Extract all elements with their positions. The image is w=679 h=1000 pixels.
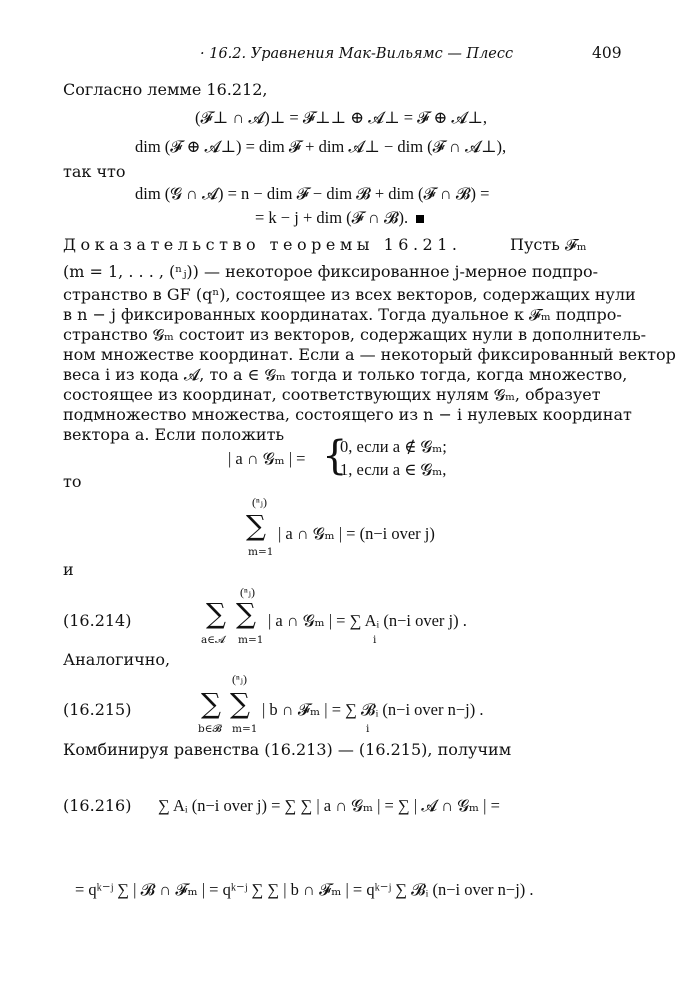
- sum1-sigma: ∑: [246, 509, 266, 542]
- eq214-sub-m: m=1: [238, 634, 264, 646]
- proof-line-0: Пусть 𝓕ₘ: [510, 235, 587, 254]
- equation-dim-g-cont: [255, 208, 424, 228]
- eq214-sigma-a: ∑: [206, 597, 226, 630]
- proof-line-2: странство в GF (qⁿ), состоящее из всех векторов, содержащих нули: [63, 285, 636, 304]
- sum1-lower: m=1: [248, 546, 274, 558]
- eq215-sub-i: i: [366, 723, 370, 735]
- case-one: 0, если a ∉ 𝓖ₘ;: [340, 437, 447, 456]
- proof-line-7: состоящее из координат, соответствующих нулям 𝓖ₘ, образует: [63, 385, 601, 404]
- eq215-upper: (ⁿⱼ): [232, 672, 247, 686]
- sum1-upper: (ⁿⱼ): [252, 495, 267, 509]
- running-header: · 16.2. Уравнения Мак-Вильямс — Плесс: [200, 46, 514, 62]
- eq215-sigma-b: ∑: [201, 687, 221, 720]
- eq214-body: | a ∩ 𝓖ₘ | = ∑ Aᵢ (n−i over j) .: [268, 611, 467, 630]
- and-text: и: [63, 560, 74, 579]
- combining-text: Комбинируя равенства (16.213) — (16.215), получим: [63, 740, 512, 759]
- then-text: то: [63, 472, 82, 491]
- cases-lhs: | a ∩ 𝓖ₘ | =: [228, 449, 306, 468]
- equation-lemma: (𝓕⊥ ∩ 𝓐)⊥ = 𝓕⊥⊥ ⊕ 𝓐⊥ = 𝓕 ⊕ 𝓐⊥,: [195, 108, 487, 127]
- eq215-body: | b ∩ 𝓕ₘ | = ∑ 𝓑ᵢ (n−i over n−j) .: [262, 700, 484, 719]
- equation-dim-g: dim (𝓖 ∩ 𝓐) = n − dim 𝓕 − dim 𝓑 + dim (𝓕 ∩ 𝓑) =: [135, 184, 490, 203]
- proof-line-8: подмножество множества, состоящего из n − i нулевых координат: [63, 405, 632, 424]
- proof-line-9: вектора a. Если положить: [63, 425, 285, 444]
- proof-line-6: веса i из кода 𝓐, то a ∈ 𝓖ₘ тогда и только тогда, когда множество,: [63, 365, 628, 384]
- proof-line-3: в n − j фиксированных координатах. Тогда дуальное к 𝓕ₘ подпро-: [63, 305, 622, 324]
- eq215-label: (16.215): [63, 700, 132, 719]
- eq216-line1: ∑ Aᵢ (n−i over j) = ∑ ∑ | a ∩ 𝓖ₘ | = ∑ | 𝓐 ∩ 𝓖ₘ | =: [158, 796, 500, 815]
- so-that-text: так что: [63, 162, 126, 181]
- sum1-body: | a ∩ 𝓖ₘ | = (n−i over j): [278, 524, 435, 543]
- eq214-label: (16.214): [63, 611, 132, 630]
- proof-heading: [63, 235, 462, 255]
- proof-line-4: странство 𝓖ₘ состоит из векторов, содержащих нули в дополнитель-: [63, 325, 647, 344]
- eq215-sub-m: m=1: [232, 723, 258, 735]
- proof-line-5: ном множестве координат. Если a — некоторый фиксированный вектор: [63, 345, 676, 364]
- eq214-sub-a: a∈𝓐: [201, 634, 226, 646]
- page-number: 409: [592, 44, 622, 62]
- case-two: 1, если a ∈ 𝓖ₘ,: [340, 460, 447, 479]
- qed-square-icon: [416, 215, 424, 223]
- similarly-text: Аналогично,: [63, 650, 171, 669]
- eq216-line2: = qᵏ⁻ʲ ∑ | 𝓑 ∩ 𝓕ₘ | = qᵏ⁻ʲ ∑ ∑ | b ∩ 𝓕ₘ | = qᵏ⁻ʲ ∑ 𝓑ᵢ (n−i over n−j) .: [75, 880, 534, 899]
- eq214-sub-i: i: [373, 634, 377, 646]
- equation-dim: dim (𝓕 ⊕ 𝓐⊥) = dim 𝓕 + dim 𝓐⊥ − dim (𝓕 ∩ 𝓐⊥),: [135, 137, 507, 156]
- lead-sentence: Согласно лемме 16.212,: [63, 80, 268, 99]
- eq214-sigma-m: ∑: [236, 597, 256, 630]
- eq215-sigma-m: ∑: [230, 687, 250, 720]
- equation-dim-g-cont-text: = k − j + dim (𝓕 ∩ 𝓑).: [255, 208, 409, 227]
- eq214-upper: (ⁿⱼ): [240, 585, 255, 599]
- eq216-label: (16.216): [63, 796, 132, 815]
- proof-line-1: (m = 1, . . . , (ⁿⱼ)) — некоторое фиксированное j-мерное подпро-: [63, 262, 598, 281]
- cases-brace: {: [322, 433, 348, 479]
- eq215-sub-b: b∈𝓑: [198, 723, 222, 735]
- proof-heading-text: Доказательство теоремы 16.21.: [63, 235, 462, 254]
